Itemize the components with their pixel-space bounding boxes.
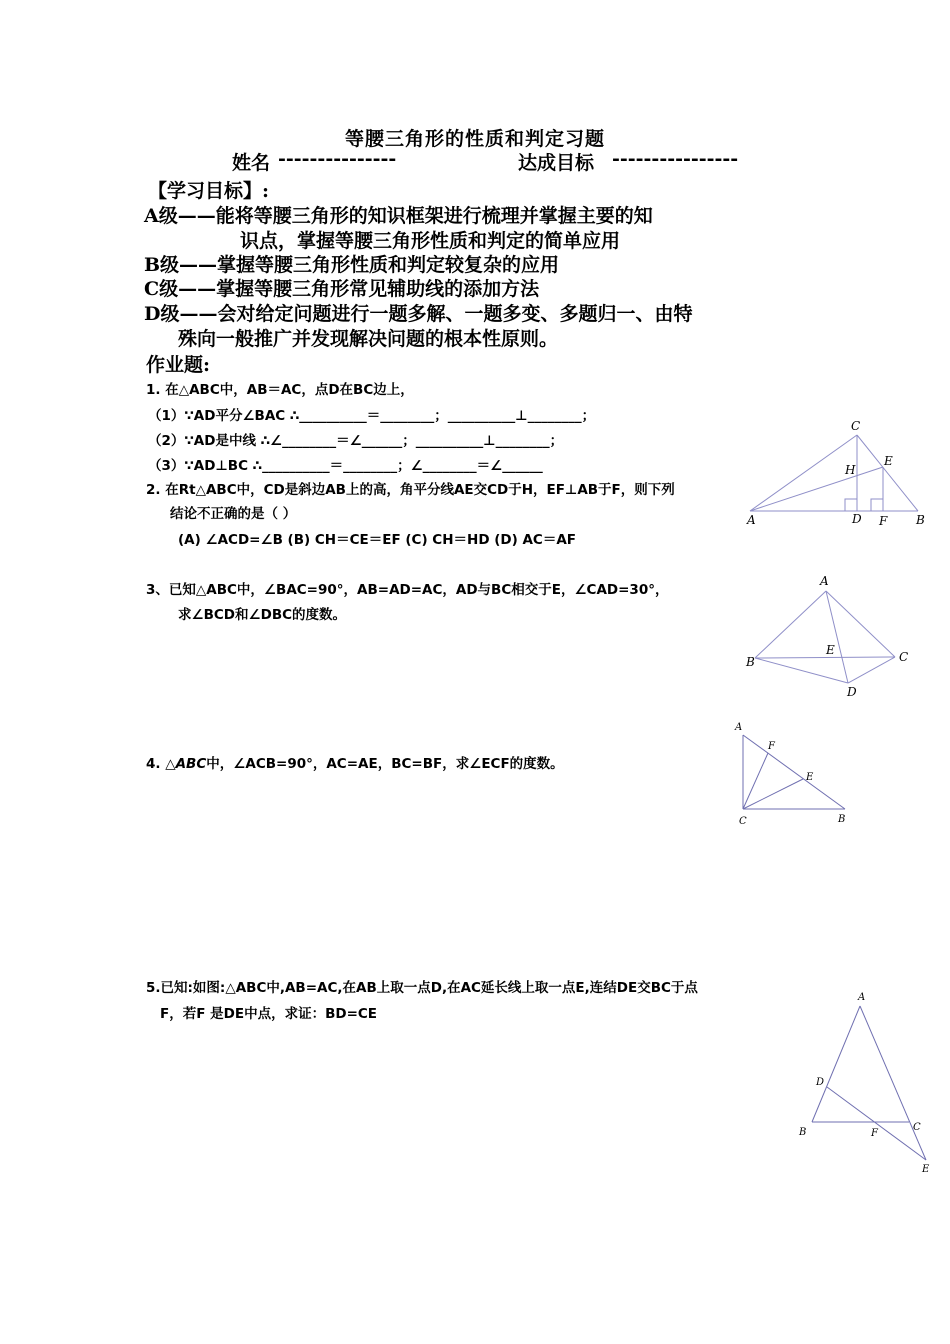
fig1-label-a: A	[747, 513, 756, 527]
page-title: 等腰三角形的性质和判定习题	[344, 128, 605, 150]
fig4-label-a: A	[858, 992, 866, 1003]
q2-line2: 结论不正确的是（ ）	[170, 506, 297, 522]
fig1-label-h: H	[845, 463, 856, 477]
fig2-label-c: C	[899, 650, 909, 664]
fig2-label-e: E	[826, 643, 835, 657]
objective-d-line2: 殊向一般推广并发现解决问题的根本性原则。	[178, 328, 559, 350]
objective-a-line1: A级——能将等腰三角形的知识框架进行梳理并掌握主要的知	[144, 205, 653, 227]
fig3-label-a: A	[735, 722, 743, 733]
fig2-label-d: D	[847, 685, 857, 699]
q1-part2: （2）∵AD是中线 ∴∠________＝∠______；__________⊥________；	[148, 433, 564, 449]
homework-heading: 作业题:	[146, 354, 211, 376]
fig3-label-c: C	[739, 816, 747, 827]
q2-line1: 2. 在Rt△ABC中，CD是斜边AB上的高，角平分线AE交CD于H，EF⊥AB于F，则下列	[146, 482, 675, 498]
q3-line2: 求∠BCD和∠DBC的度数。	[178, 607, 347, 623]
q3-line1: 3、已知△ABC中，∠BAC=90°，AB=AD=AC，AD与BC相交于E，∠CAD=30°，	[146, 582, 669, 598]
fig2-label-b: B	[746, 655, 755, 669]
goal-label: 达成目标	[518, 152, 595, 174]
fig4-label-c: C	[913, 1122, 921, 1133]
fig1-label-b: B	[916, 513, 925, 527]
objectives-heading: 【学习目标】:	[148, 180, 270, 202]
fig4-label-b: B	[799, 1127, 807, 1138]
objective-d-line1: D级——会对给定问题进行一题多解、一题多变、多题归一、由特	[144, 303, 693, 325]
fig3-label-e: E	[806, 772, 814, 783]
q4-abc: ABC	[175, 756, 207, 772]
goal-blank: ----------------	[612, 148, 739, 170]
fig4-label-f: F	[871, 1128, 878, 1139]
q1-part3: （3）∵AD⊥BC ∴__________＝________；∠________＝∠______	[148, 458, 543, 474]
fig2-label-a: A	[820, 574, 829, 588]
q1-stem: 1. 在△ABC中，AB＝AC，点D在BC边上，	[146, 382, 414, 398]
q5-line2: F，若F 是DE中点，求证：BD=CE	[160, 1006, 378, 1022]
objective-a-line2: 识点，掌握等腰三角形性质和判定的简单应用	[240, 230, 621, 252]
fig1-label-f: F	[879, 514, 888, 528]
q2-options: (A) ∠ACD=∠B (B) CH＝CE＝EF (C) CH＝HD (D) AC＝AF	[178, 532, 576, 548]
objective-c: C级——掌握等腰三角形常见辅助线的添加方法	[144, 278, 540, 300]
q1-part1: （1）∵AD平分∠BAC ∴__________＝________；__________⊥________；	[148, 408, 596, 424]
fig4-label-e: E	[922, 1164, 930, 1175]
fig1-label-e: E	[884, 454, 893, 468]
fig3-label-f: F	[768, 741, 775, 752]
q5-line1: 5.已知:如图:△ABC中,AB=AC,在AB上取一点D,在AC延长线上取一点E,连结DE交BC于点	[146, 980, 698, 996]
fig3-label-b: B	[838, 814, 846, 825]
q4-prefix: 4. △	[146, 756, 176, 772]
name-label: 姓名	[232, 152, 271, 174]
fig1-label-d: D	[852, 512, 862, 526]
name-blank: ---------------	[278, 148, 397, 170]
q4-rest: 中，∠ACB=90°，AC=AE，BC=BF，求∠ECF的度数。	[206, 756, 564, 772]
objective-b: B级——掌握等腰三角形性质和判定较复杂的应用	[144, 254, 560, 276]
fig4-label-d: D	[816, 1077, 825, 1088]
fig1-label-c: C	[851, 419, 861, 433]
